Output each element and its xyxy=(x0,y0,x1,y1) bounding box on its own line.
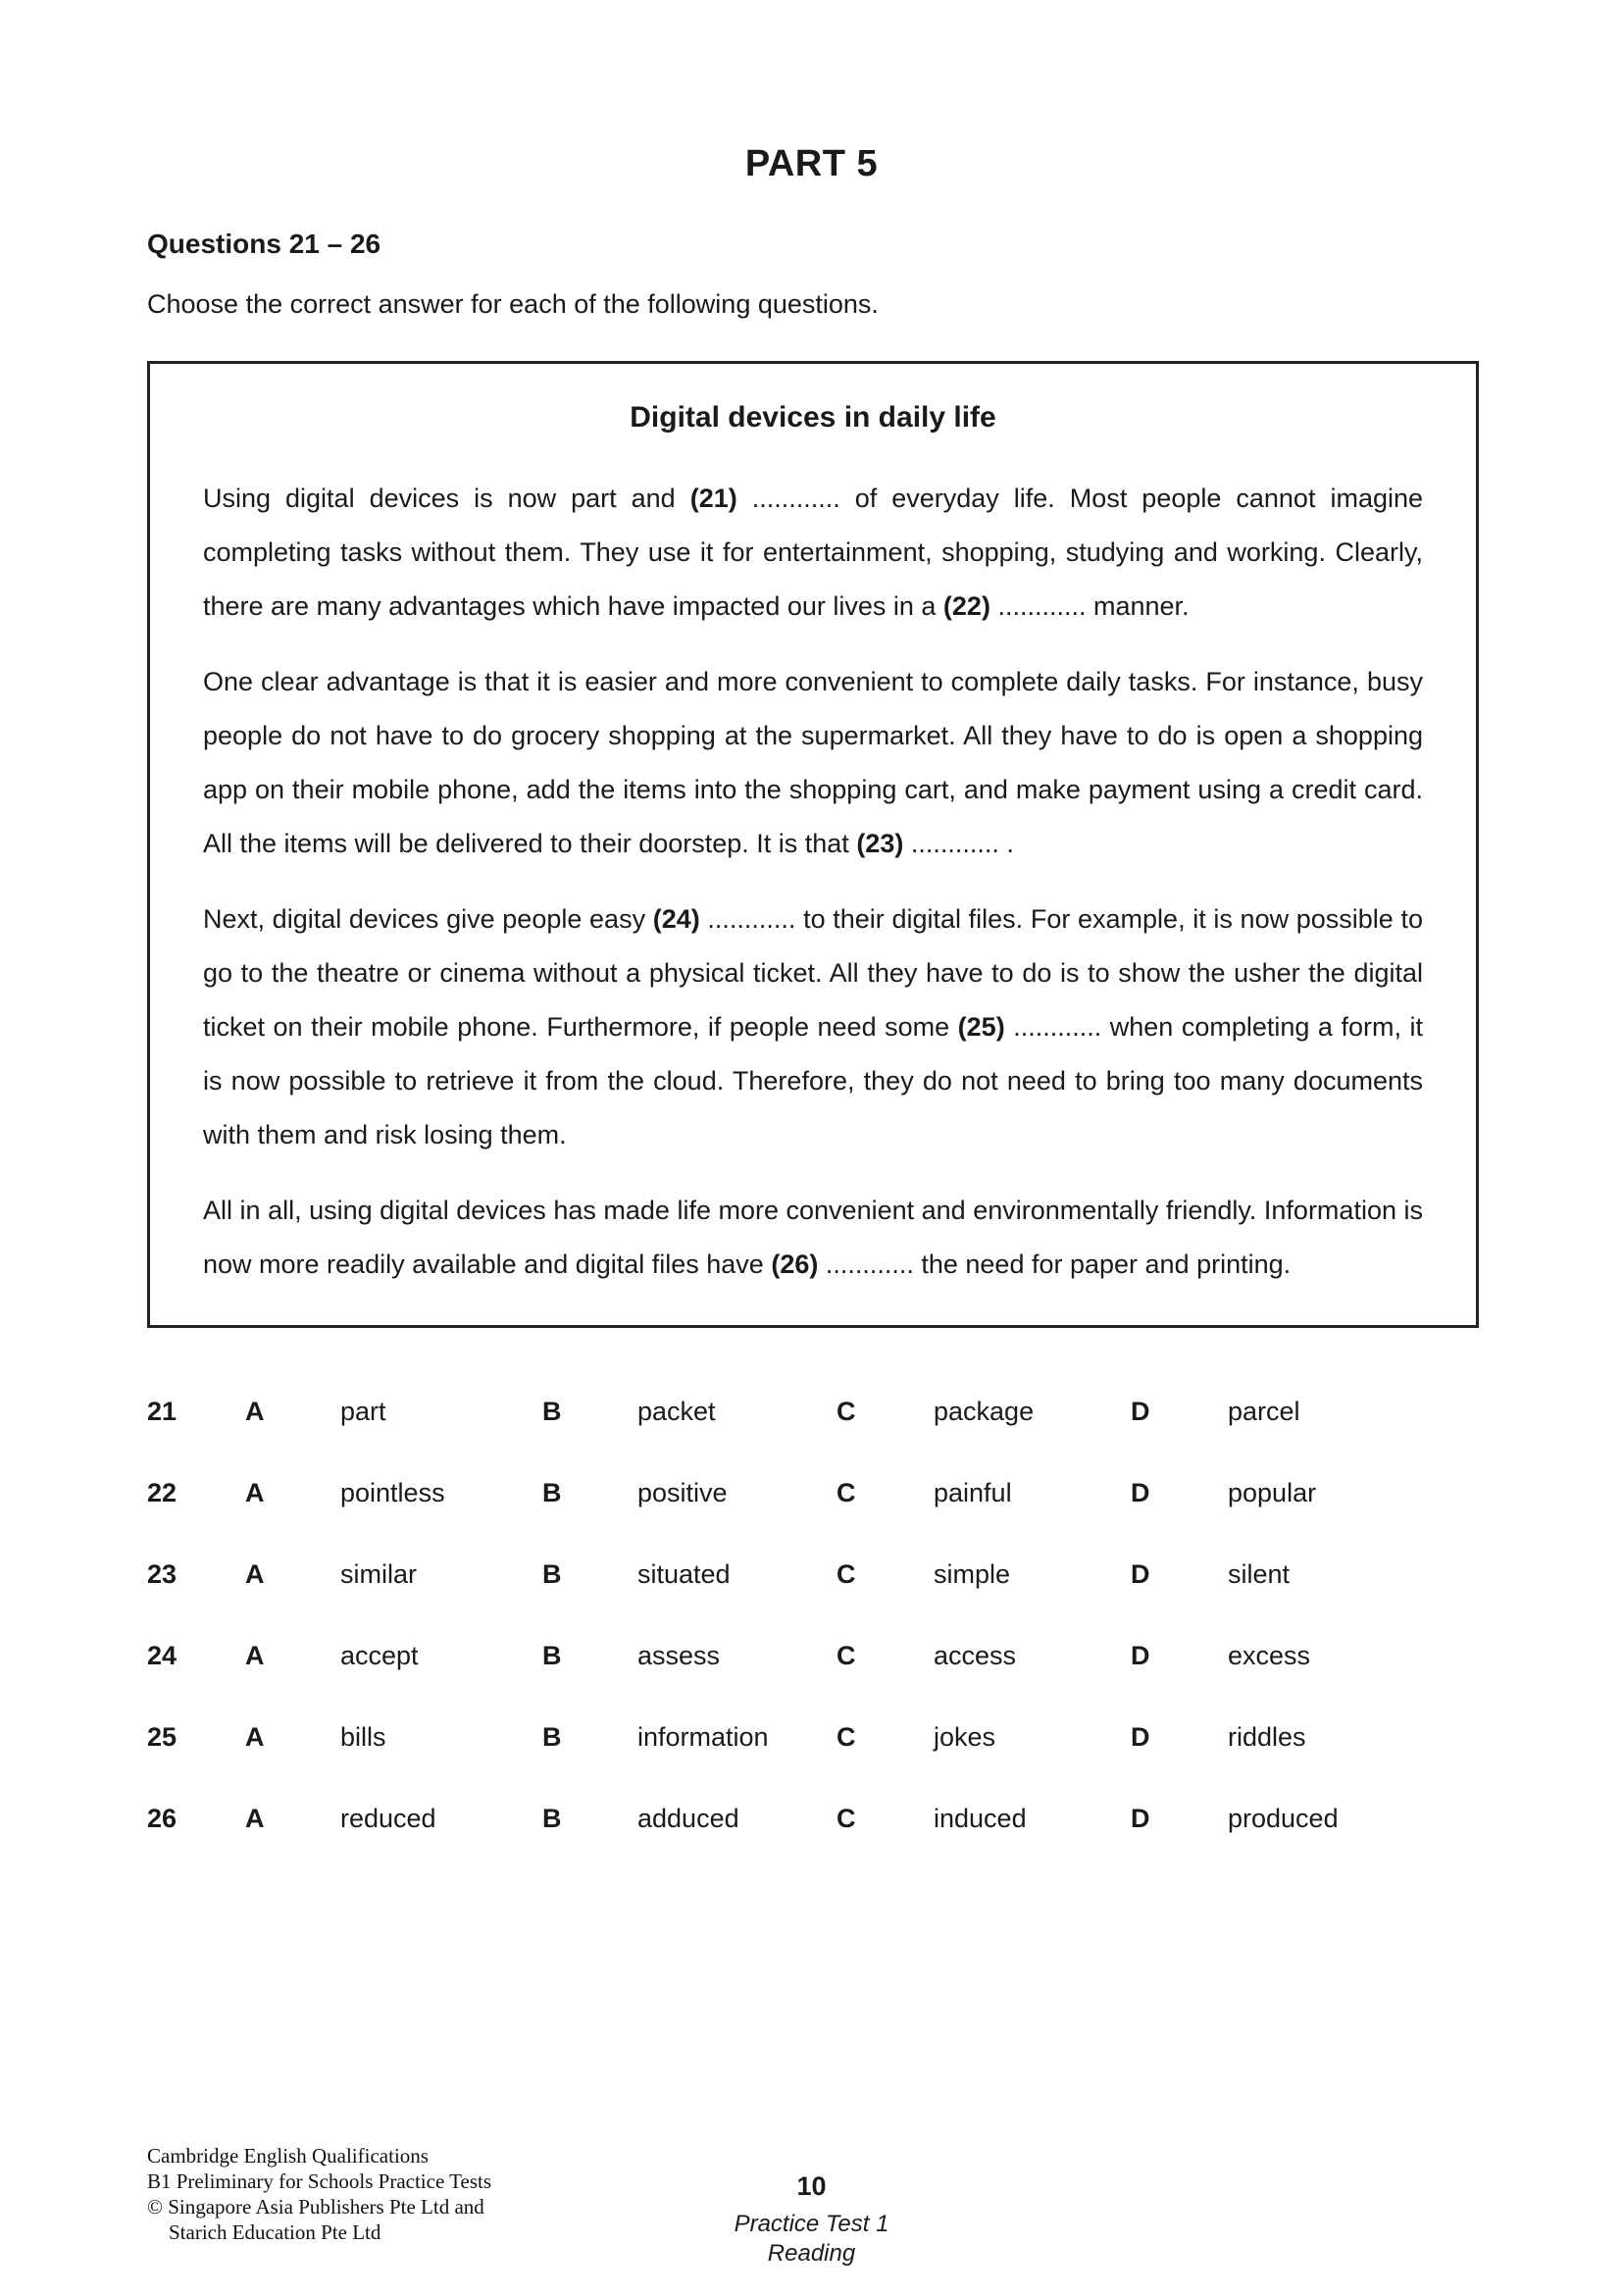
passage-text: ............ manner. xyxy=(989,591,1190,621)
option-letter: D xyxy=(1131,1478,1150,1507)
option-letter: A xyxy=(245,1804,265,1833)
page-number: 10 xyxy=(796,2171,827,2201)
option-letter: C xyxy=(837,1478,856,1507)
blank-number: (22) xyxy=(942,591,990,621)
option-word: silent xyxy=(1228,1559,1291,1589)
question-number: 23 xyxy=(147,1559,178,1589)
option-word: reduced xyxy=(340,1804,436,1833)
option-letter: D xyxy=(1131,1559,1150,1589)
publisher-line: Cambridge English Qualifications xyxy=(147,2144,429,2168)
passage-paragraph xyxy=(203,472,1423,634)
option-letter: D xyxy=(1131,1397,1150,1426)
option-letter: B xyxy=(542,1478,562,1507)
option-word: parcel xyxy=(1228,1397,1300,1426)
option-word: bills xyxy=(340,1722,386,1752)
option-word: assess xyxy=(637,1641,721,1670)
option-letter: B xyxy=(542,1397,562,1426)
passage-text: ............ the need for paper and printing. xyxy=(818,1250,1292,1279)
blank-number: (25) xyxy=(957,1012,1005,1042)
option-word: jokes xyxy=(934,1722,996,1752)
option-word: accept xyxy=(340,1641,419,1670)
passage-box xyxy=(147,361,1479,1328)
option-letter: A xyxy=(245,1478,265,1507)
test-label: Practice Test 1 xyxy=(734,2211,889,2237)
option-letter: A xyxy=(245,1722,265,1752)
publisher-line: Starich Education Pte Ltd xyxy=(169,2220,381,2244)
passage-paragraph xyxy=(203,655,1423,871)
option-letter: B xyxy=(542,1722,562,1752)
question-row xyxy=(147,1397,1476,1427)
option-letter: C xyxy=(837,1559,856,1589)
option-word: positive xyxy=(637,1478,728,1507)
question-row xyxy=(147,1804,1476,1834)
option-word: packet xyxy=(637,1397,716,1426)
blank-number: (24) xyxy=(652,904,700,934)
question-number: 25 xyxy=(147,1722,178,1752)
option-word: similar xyxy=(340,1559,417,1589)
question-number: 21 xyxy=(147,1397,178,1426)
option-letter: B xyxy=(542,1559,562,1589)
question-row xyxy=(147,1559,1476,1590)
option-letter: C xyxy=(837,1641,856,1670)
questions-table xyxy=(147,1397,1476,1834)
option-word: riddles xyxy=(1228,1722,1306,1752)
option-word: painful xyxy=(934,1478,1012,1507)
option-word: package xyxy=(934,1397,1035,1426)
question-row xyxy=(147,1722,1476,1753)
passage-paragraph xyxy=(203,893,1423,1162)
passage-text: All in all, using digital devices has made life more convenient and environmentally friendly. Information is now more readily available and digital files have xyxy=(203,1196,1423,1279)
passage-text: ............ when completing a form, it is now possible to retrieve it from the cloud. Therefore, they do not need to bring too many documents with them and risk losing them. xyxy=(203,1012,1423,1149)
option-letter: A xyxy=(245,1641,265,1670)
option-letter: C xyxy=(837,1804,856,1833)
blank-number: (21) xyxy=(689,484,737,513)
option-word: part xyxy=(340,1397,386,1426)
question-row xyxy=(147,1478,1476,1508)
section-label: Reading xyxy=(767,2240,856,2267)
option-letter: A xyxy=(245,1397,265,1426)
part-title: PART 5 xyxy=(744,143,879,184)
publisher-line: B1 Preliminary for Schools Practice Tests xyxy=(147,2169,492,2193)
option-word: adduced xyxy=(637,1804,739,1833)
passage-paragraph xyxy=(203,1184,1423,1292)
passage-text: ............ to their digital files. For example, it is now possible to go to the theatre or cinema without a physical ticket. All they have to do is to show the usher the digital ticket on their mobile phone. Furthermore, if people need some xyxy=(203,904,1423,1042)
instruction-text: Choose the correct answer for each of the following questions. xyxy=(147,289,879,319)
question-number: 24 xyxy=(147,1641,178,1670)
publisher-line: © Singapore Asia Publishers Pte Ltd and xyxy=(147,2195,484,2219)
option-word: situated xyxy=(637,1559,731,1589)
blank-number: (26) xyxy=(771,1250,819,1279)
passage-text: Using digital devices is now part and xyxy=(203,484,690,513)
passage-text: ............ of everyday life. Most people cannot imagine completing tasks without them. They use it for entertainment, shopping, studying and working. Clearly, there are many advantages which have impacted our lives in a xyxy=(203,484,1424,621)
page-number-block xyxy=(0,2171,1623,2269)
passage-text: One clear advantage is that it is easier and more convenient to complete daily tasks. For instance, busy people do not have to do grocery shopping at the supermarket. All they have to do is open a shopping app on their mobile phone, add the items into the shopping cart, and make payment using a credit card. All the items will be delivered to their doorstep. It is that xyxy=(203,667,1423,858)
option-word: access xyxy=(934,1641,1017,1670)
passage-text: ............ . xyxy=(903,829,1014,858)
option-letter: D xyxy=(1131,1804,1150,1833)
question-number: 26 xyxy=(147,1804,178,1833)
blank-number: (23) xyxy=(856,829,904,858)
question-row xyxy=(147,1641,1476,1671)
option-letter: A xyxy=(245,1559,265,1589)
passage-text: Next, digital devices give people easy xyxy=(203,904,653,934)
option-letter: B xyxy=(542,1641,562,1670)
option-word: pointless xyxy=(340,1478,445,1507)
option-word: simple xyxy=(934,1559,1011,1589)
option-letter: C xyxy=(837,1722,856,1752)
option-word: information xyxy=(637,1722,769,1752)
passage-title: Digital devices in daily life xyxy=(630,401,996,434)
option-word: induced xyxy=(934,1804,1027,1833)
question-number: 22 xyxy=(147,1478,178,1507)
option-letter: D xyxy=(1131,1641,1150,1670)
passage-paragraphs xyxy=(203,472,1423,1292)
questions-range-heading: Questions 21 – 26 xyxy=(147,229,381,259)
option-letter: D xyxy=(1131,1722,1150,1752)
option-word: excess xyxy=(1228,1641,1311,1670)
option-letter: B xyxy=(542,1804,562,1833)
option-word: popular xyxy=(1228,1478,1317,1507)
option-letter: C xyxy=(837,1397,856,1426)
option-word: produced xyxy=(1228,1804,1339,1833)
